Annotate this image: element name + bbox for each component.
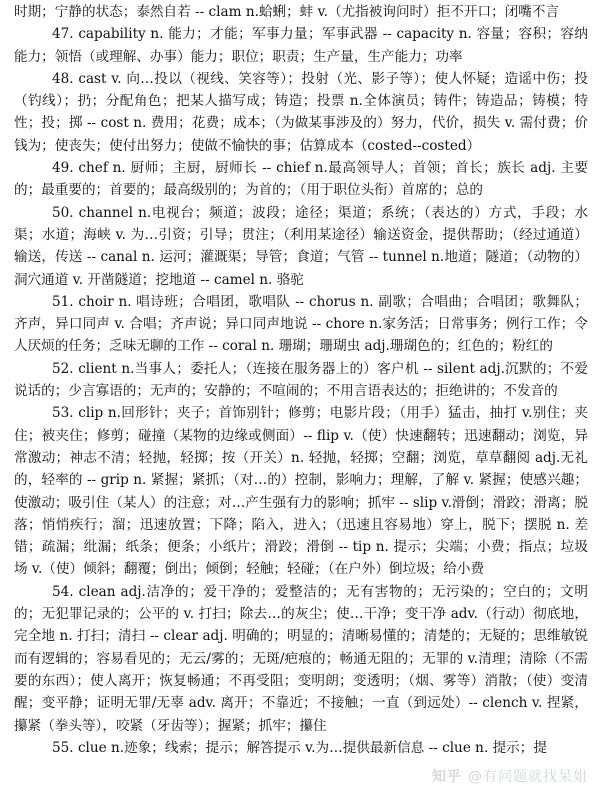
entry-55: 55. clue n.迹象；线索；提示；解答提示 v.为…提供最新信息 -- clue n. 提示；提 xyxy=(52,739,547,756)
entry-51: 51. choir n. 唱诗班；合唱团，歌唱队 -- chorus n. 副歌；合唱曲；合唱团；歌舞队；齐声，异口同声 v. 合唱；齐声说；异口同声地说 -- chore n.家务活；日常事务；例行工作；令人厌烦的任务；乏味无聊的工作 -- coral n. 珊瑚；珊瑚虫 adj.珊瑚色的；红色的；粉红的 xyxy=(14,293,588,355)
entry-47: 47. capability n. 能力；才能；军事力量；军事武器 -- capacity n. 容量；容积；容纳能力；领悟（或理解、办事）能力；职位；职责；生产量，生产能力；功率 xyxy=(14,26,588,65)
entry-50: 50. channel n.电视台；频道；波段；途径；渠道；系统；（表达的）方式，手段；水渠；水道；海峡 v. 为…引资；引导；贯注；（利用某途径）输送资金，提供帮助；（经过通道）输送，传送 -- canal n. 运河；灌溉渠；导管；食道；气管 -- tunnel n.地道；隧道；（动物的）洞穴通道 v. 开凿隧道；挖地道 -- camel n. 骆驼 xyxy=(14,204,588,288)
entry-48: 48. cast v. 向…投以（视线、笑容等）；投射（光、影子等）；使人怀疑；造谣中伤；投（钓线）；扔；分配角色；把某人描写成；铸造；投票 n.全体演员；铸件；铸造品；铸模；特性；投；掷 -- cost n. 费用；花费；成本；（为做某事涉及的）努力，代价，损失 v. 需付费；价钱为；使丧失；使付出努力；使做不愉快的事；估算成本（costed--costed） xyxy=(14,70,588,154)
entry-49: 49. chef n. 厨师；主厨，厨师长 -- chief n.最高领导人；首领；首长；族长 adj. 主要的；最重要的；首要的；最高级别的；为首的；（用于职位头衔）首席的；总的 xyxy=(14,160,588,199)
watermark-site: 知乎 xyxy=(432,769,462,785)
fragment-top: 时期；宁静的状态；泰然自若 -- clam n.蛤蜊；蚌 v.（尤指被询问时）拒不开口；闭嘴不言 xyxy=(14,4,560,20)
watermark-author: @有问题就找呆姐 xyxy=(468,769,588,785)
watermark xyxy=(432,766,588,786)
entry-53: 53. clip n.回形针；夹子；首饰别针；修剪；电影片段；（用手）猛击，抽打 v.别住；夹住；被夹住；修剪；碰撞（某物的边缘或侧面）-- flip v.（使）快速翻转；迅速翻动；浏览，异常激动；神志不清；轻抛，轻掷；按（开关）n. 轻抛，轻掷；空翻；浏览，草草翻阅 adj.无礼的，轻率的 -- grip n. 紧握；紧抓；（对…的）控制，影响力；理解，了解 v. 紧握；使感兴趣；使激动；吸引住（某人）的注意；对…产生强有力的影响；抓牢 -- slip v.滑倒；滑跤；滑离；脱落；悄悄疾行；溜；迅速放置；下降；陷入，进入；（迅速且容易地）穿上，脱下；摆脱 n. 差错；疏漏；纰漏；纸条；便条；小纸片；滑跤；滑倒 -- tip n. 提示；尖端；小费；指点；垃圾场 v.（使）倾斜；翻覆；倒出；倾倒；轻触；轻碰；（在户外）倒垃圾；给小费 xyxy=(14,405,588,578)
entry-52: 52. client n.当事人；委托人；（连接在服务器上的）客户机 -- silent adj.沉默的；不爱说话的；少言寡语的；无声的；安静的；不喧闹的；不用言语表达的；拒绝讲的；不发音的 xyxy=(14,360,588,400)
entry-54: 54. clean adj.洁净的；爱干净的；爱整洁的；无有害物的；无污染的；空白的；文明的；无犯罪记录的；公平的 v. 打扫；除去…的灰尘；使…干净；变干净 adv.（行动）彻底地，完全地 n. 打扫；清扫 -- clear adj. 明确的；明显的；清晰易懂的；清楚的；无疑的；思维敏锐而有逻辑的；容易看见的；无云/雾的；无斑/疤痕的；畅通无阻的；无罪的 v.清理；清除（不需要的东西）；使人离开；恢复畅通；不再受阻；变明朗；变透明；（烟、雾等）消散；（使）变清醒；变平静；证明无罪/无辜 adv. 离开；不靠近；不接触；一直（到远处）-- clench v. 捏紧，攥紧（拳头等），咬紧（牙齿等）；握紧；抓牢；攥住 xyxy=(14,583,588,734)
